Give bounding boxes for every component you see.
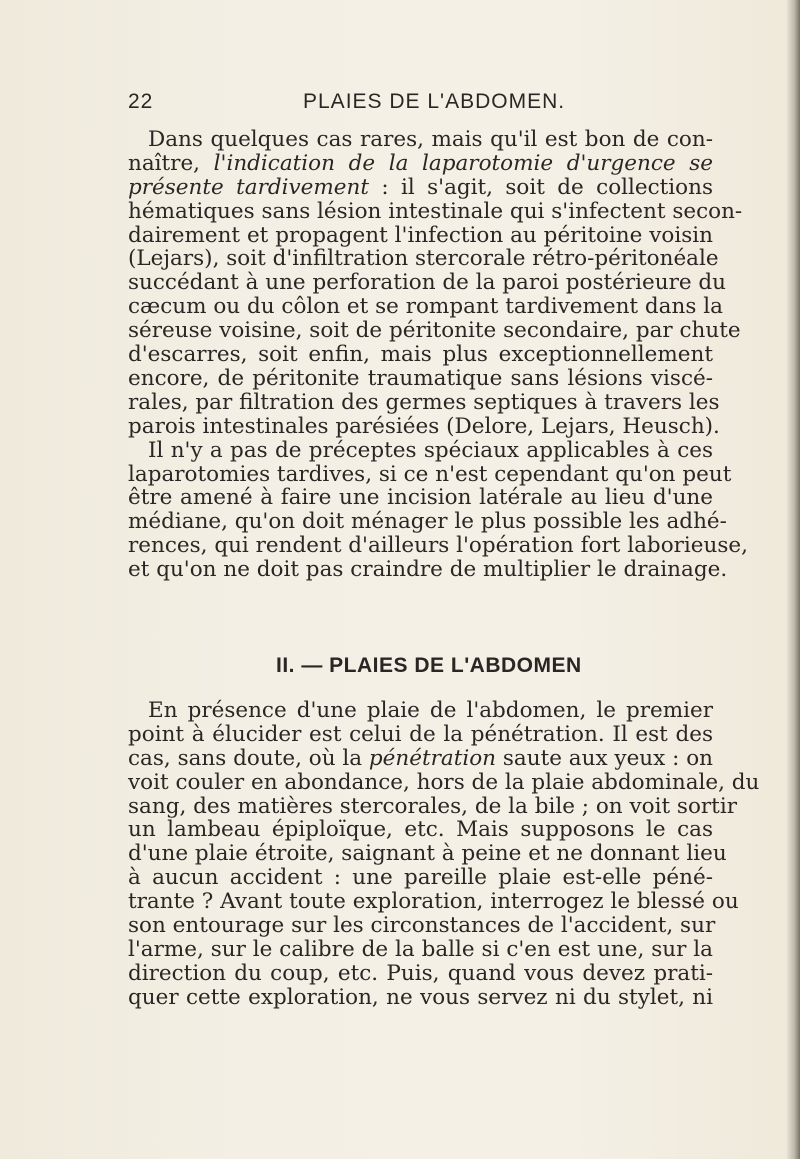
text-line: hématiques sans lésion intestinale qui s'infectent secon- [128,198,743,224]
text-line: trante ? Avant toute exploration, interrogez le blessé ou [128,889,739,915]
italic-phrase: l'indication de la laparotomie d'urgence se [213,150,714,176]
text-line: Dans quelques cas rares, mais qu'il est bon de con- [148,127,713,152]
text-fragment: : il s'agit, soit de collections [368,174,713,200]
text-line: un lambeau épiploïque, etc. Mais supposons le cas [128,817,713,843]
text-line: l'arme, sur le calibre de la balle si c'en est une, sur la [128,936,713,962]
text-line: succédant à une perforation de la paroi postérieure du [128,270,727,296]
italic-phrase: présente tardivement [128,174,369,200]
text-line [128,747,713,771]
text-line: point à élucider est celui de la pénétration. Il est des [128,721,713,747]
text-line: voit couler en abondance, hors de la plaie abdominale, du [128,769,760,795]
text-line: En présence d'une plaie de l'abdomen, le premier [148,698,713,723]
text-line: encore, de péritonite traumatique sans lésions viscé- [128,365,713,391]
text-line: cæcum ou du côlon et se rompant tardivement dans la [128,294,723,320]
section-heading: II. — PLAIES DE L'ABDOMEN [276,654,582,677]
paragraph-3 [128,698,760,1010]
text-line [128,152,713,176]
running-title: PLAIES DE L'ABDOMEN. [303,90,566,113]
text-line: son entourage sur les circonstances de l'accident, sur [128,913,716,939]
text-fragment: naître, [128,150,214,176]
text-line: quer cette exploration, ne vous servez ni du stylet, ni [128,984,713,1010]
text-line: parois intestinales parésiées (Delore, Lejars, Heusch). [128,413,720,439]
text-line: et qu'on ne doit pas craindre de multiplier le drainage. [128,557,728,583]
page-header [128,90,728,120]
text-line: Il n'y a pas de préceptes spéciaux applicables à ces [148,437,713,463]
text-line: à aucun accident : une pareille plaie est-elle péné- [128,865,713,891]
page-number: 22 [128,90,154,113]
text-line: d'une plaie étroite, saignant à peine et ne donnant lieu [128,841,727,867]
text-line: direction du coup, etc. Puis, quand vous devez prati- [128,960,713,986]
text-line: dairement et propagent l'infection au péritoine voisin [128,222,713,248]
italic-word: pénétration [368,745,497,771]
text-line: séreuse voisine, soit de péritonite secondaire, par chute [128,318,741,344]
text-fragment: saute aux yeux : on [496,745,713,771]
text-line: rences, qui rendent d'ailleurs l'opération fort laborieuse, [128,533,748,559]
text-line: d'escarres, soit enfin, mais plus exceptionnellement [128,342,713,368]
text-fragment: cas, sans doute, où la [128,745,369,771]
text-line: être amené à faire une incision latérale au lieu d'une [128,485,713,511]
text-line: médiane, qu'on doit ménager le plus possible les adhé- [128,509,727,535]
text-line: (Lejars), soit d'infiltration stercorale rétro-péritonéale [128,246,719,272]
text-line [128,176,713,200]
text-line: sang, des matières stercorales, de la bile ; on voit sortir [128,793,737,819]
paragraph-2 [128,437,748,583]
page-edge-shadow [786,0,800,1159]
paragraph-1 [128,127,743,439]
text-line: rales, par filtration des germes septiques à travers les [128,389,720,415]
text-line: laparotomies tardives, si ce n'est cependant qu'on peut [128,461,732,487]
